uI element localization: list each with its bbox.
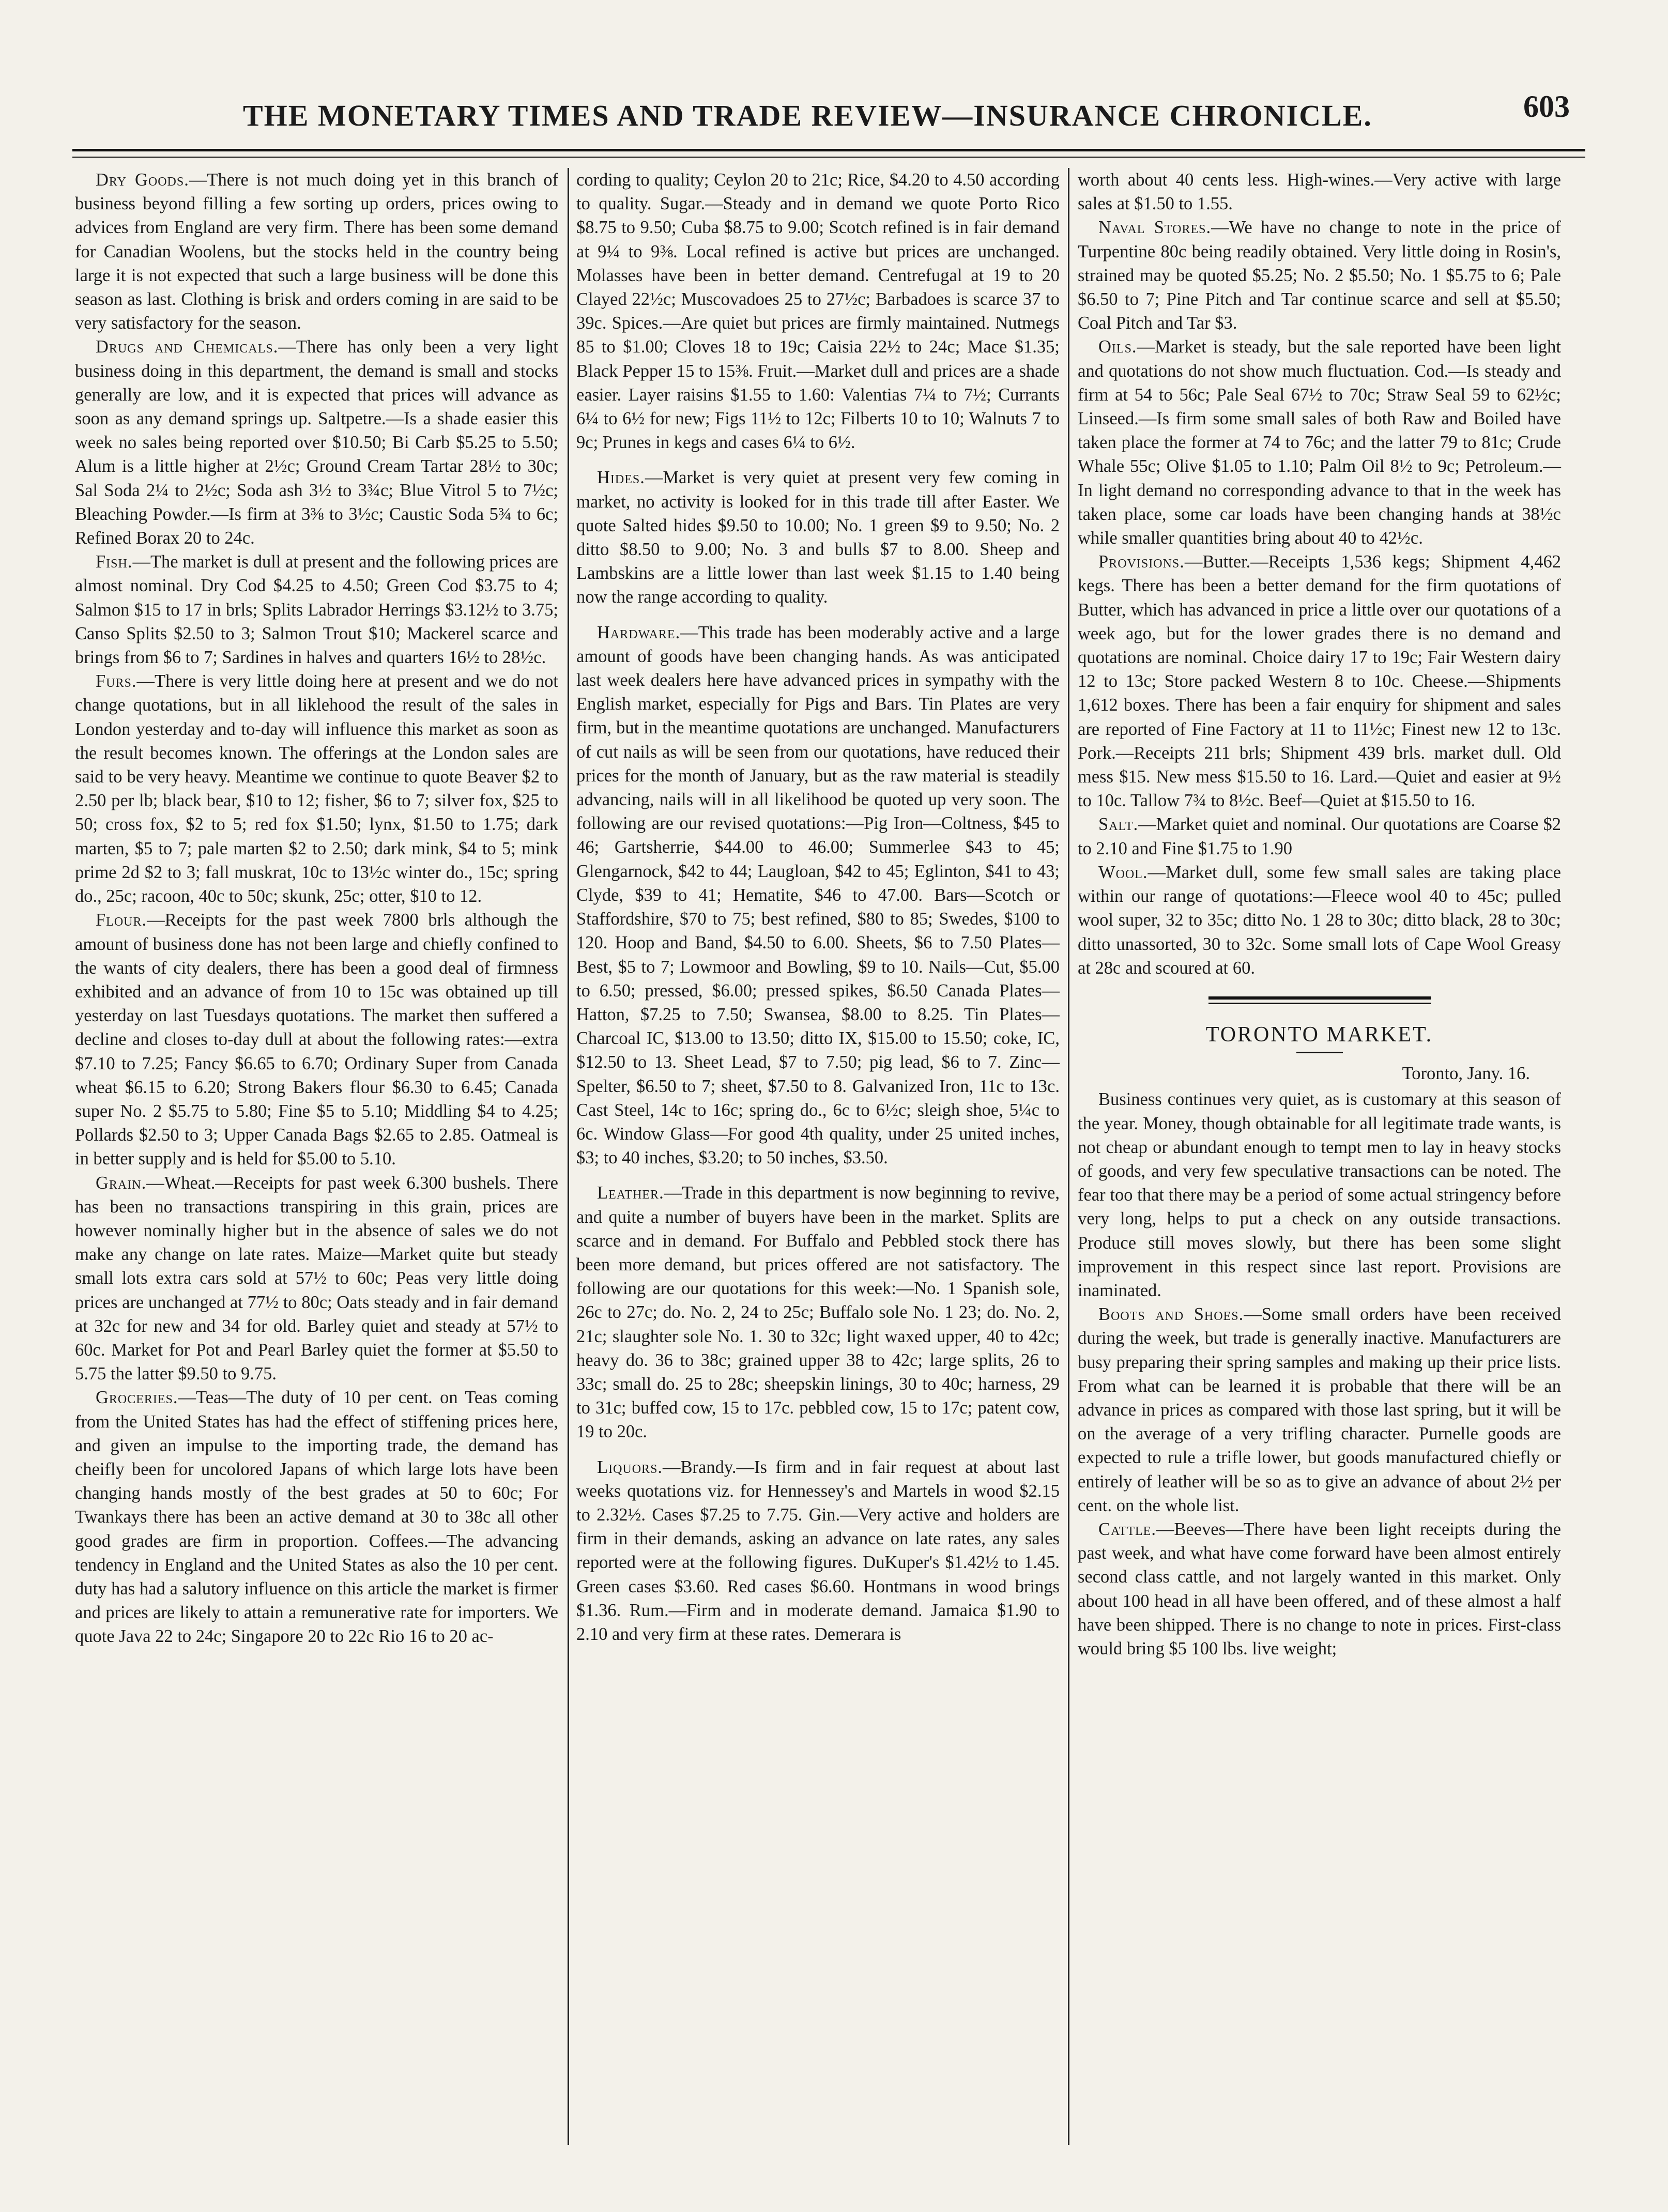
furs-paragraph: Furs.—There is very little doing here at present and we do not change quotations, but in all liklehood the result of the sales in London yesterday and to-day will influence this market as soon as the result becomes known. The offerings at the London sales are said to be very heavy. Meantime we continue to quote Beaver $2 to 2.50 per lb; black bear, $10 to 12; fisher, $6 to 7; silver fox, $25 to 50; cross fox, $2 to 5; red fox $1.50; lynx, $1.50 to 1.75; dark marten, $5 to 7; pale marten $2 to 2.50; dark mink, $4 to 5; mink prime 2d $2 to 3; fall muskrat, 10c to 13½c winter do., 15c; spring do., 25c; racoon, 40c to 50c; skunk, 25c; otter, $10 to 12. <box>75 671 558 907</box>
cattle-paragraph: Cattle.—Beeves—There have been light receipts during the past week, and what have come forward have been almost entirely second class cattle, and not largely wanted in this market. Only about 100 head in all have been offered, and of these almost a half have been shipped. There is no change to note in prices. First-class would bring $5 100 lbs. live weight; <box>1078 1519 1561 1658</box>
drugs-paragraph: Drugs and Chemicals.—There has only been a very light business doing in this department, the demand is small and stocks generally are low, and it is expected that prices will advance as soon as any demand springs up. Saltpetre.—Is a shade easier this week no sales being reported over $10.50; Bi Carb $5.25 to 5.50; Alum is a little higher at 2½c; Ground Cream Tartar 28½ to 30c; Sal Soda 2¼ to 2½c; Soda ash 3½ to 3¾c; Blue Vitrol 5 to 7½c; Bleaching Powder.—Is firm at 3⅜ to 3½c; Caustic Soda 5¾ to 6c; Refined Borax 20 to 24c. <box>75 337 558 548</box>
dry-goods-paragraph: Dry Goods.—There is not much doing yet in this branch of business beyond filling a few sorting up orders, prices owing to advices from England are very firm. There has been some demand for Canadian Woolens, but the stocks held in the country being large it is not expected that such a large business will be done this season as last. Clothing is brisk and orders coming in are said to be very satisfactory for the season. <box>75 170 558 333</box>
hides-paragraph: Hides.—Market is very quiet at present very few coming in market, no activity is looked for in this trade till after Easter. We quote Salted hides $9.50 to 10.00; No. 1 green $9 to 9.50; No. 2 ditto $8.50 to 9.00; No. 3 and bulls $7 to 8.00. Sheep and Lambskins are a little lower than last week $1.15 to 1.40 being now the range according to quality. <box>576 468 1060 607</box>
column-rule-1 <box>568 168 569 2145</box>
section-heading: Salt. <box>1098 815 1139 835</box>
page-header <box>72 83 1575 140</box>
section-divider <box>1208 996 1431 1004</box>
title-rule <box>1296 1052 1343 1053</box>
section-heading: Grain. <box>96 1173 147 1193</box>
section-heading: Leather. <box>597 1183 664 1203</box>
masthead: THE MONETARY TIMES AND TRADE REVIEW—INSURANCE CHRONICLE. <box>243 99 1372 132</box>
header-rule <box>72 149 1585 158</box>
section-heading: Oils. <box>1098 337 1137 357</box>
section-heading: Hides. <box>597 468 645 488</box>
flour-paragraph: Flour.—Receipts for the past week 7800 brls although the amount of business done has not been large and chiefly confined to the wants of city dealers, there has been a good deal of firmness exhibited and an advance of from 10 to 15c was obtained up till yesterday on last Tuesdays quotations. The market then suffered a decline and closes to-day dull at about the following rates:—extra $7.10 to 7.25; Fancy $6.65 to 6.70; Ordinary Super from Canada wheat $6.15 to 6.20; Strong Bakers flour $6.30 to 6.45; Canada super No. 2 $5.75 to 5.80; Fine $5 to 5.10; Middling $4 to 4.25; Pollards $2.50 to 3; Upper Canada Bags $2.65 to 2.85. Oatmeal is in better supply and is held for $5.00 to 5.10. <box>75 910 558 1169</box>
toronto-intro-paragraph: Business continues very quiet, as is customary at this season of the year. Money, though obtainable for all legitimate trade wants, is not cheap or abundant enough to tempt men to lay in heavy stocks of goods, and very few speculative transactions can be noted. The fear too that there may be a period of some actual stringency before very long, helps to put a check on any outside transactions. Produce still moves slowly, but there has been some slight improvement in this respect since last report. Provisions are inaminated. <box>1078 1089 1561 1300</box>
section-heading: Furs. <box>96 671 137 692</box>
section-heading: Cattle. <box>1098 1519 1156 1539</box>
column-2 <box>576 168 1060 1646</box>
section-heading: Boots and Shoes. <box>1098 1304 1244 1325</box>
column-3 <box>1078 168 1561 1661</box>
section-heading: Liquors. <box>597 1457 663 1477</box>
dateline: Toronto, Jany. 16. <box>1402 1064 1530 1084</box>
hardware-paragraph: Hardware.—This trade has been moderably active and a large amount of goods have been changing hands. As was anticipated last week dealers here have advanced prices in sympathy with the English market, especially for Pigs and Bars. Tin Plates are very firm, but in the meantime quotations are unchanged. Manufacturers of cut nails as will be seen from our quotations, have reduced their prices for the month of January, but as the raw material is steadily advancing, nails will in all likelihood be quoted up very soon. The following are our revised quotations:—Pig Iron—Coltness, $45 to 46; Gartsherrie, $44.00 to 46.00; Summerlee $43 to 45; Glengarnock, $42 to 44; Laugloan, $42 to 45; Eglinton, $41 to 43; Clyde, $39 to 41; Hematite, $46 to 47.00. Bars—Scotch or Staffordshire, $70 to 75; best refined, $80 to 85; Swedes, $100 to 120. Hoop and Band, $4.50 to 6.00. Sheets, $6 to 7.50 Plates—Best, $5 to 7; Lowmoor and Bowling, $9 to 10. Nails—Cut, $5.00 to 6.50; pressed, $6.00; pressed spikes, $6.50 Canada Plates—Hatton, $7.25 to 7.50; Swansea, $8.00 to 8.25. Tin Plates—Charcoal IC, $13.00 to 13.50; ditto IX, $15.00 to 15.50; coke, IC, $12.50 to 13. Sheet Lead, $7 to 7.50; pig lead, $6 to 7. Zinc—Spelter, $6.50 to 7; sheet, $7.50 to 8. Galvanized Iron, 11c to 13c. Cast Steel, 14c to 16c; spring do., 6c to 6½c; sleigh shoe, 5¼c to 6c. Window Glass—For good 4th quality, under 25 united inches, $3; to 40 inches, $3.20; to 50 inches, $3.50. <box>576 622 1060 1168</box>
section-heading: Naval Stores. <box>1098 218 1212 238</box>
fish-paragraph: Fish.—The market is dull at present and the following prices are almost nominal. Dry Cod $4.25 to 4.50; Green Cod $3.75 to 4; Salmon $15 to 17 in brls; Splits Labrador Herrings $3.12½ to 3.75; Canso Splits $2.50 to 3; Salmon Trout $10; Mackerel scarce and brings from $6 to 7; Sardines in halves and quarters 16½ to 28½c. <box>75 552 558 668</box>
column-1 <box>75 168 558 1649</box>
oils-paragraph: Oils.—Market is steady, but the sale reported have been light and quotations do not show much fluctuation. Cod.—Is steady and firm at 54 to 56c; Pale Seal 67½ to 70c; Straw Seal 59 to 62½c; Linseed.—Is firm some small sales of both Raw and Boiled have taken place the former at 74 to 76c; and the latter 79 to 81c; Crude Whale 55c; Olive $1.05 to 1.10; Palm Oil 8½ to 9c; Petroleum.—In light demand no corresponding advance to that in the week has taken place, some car loads have been changing hands at 38½c while smaller quantities bring about 40 to 42½c. <box>1078 337 1561 548</box>
section-heading: Wool. <box>1098 862 1148 882</box>
salt-paragraph: Salt.—Market quiet and nominal. Our quotations are Coarse $2 to 2.10 and Fine $1.75 to 1.90 <box>1078 815 1561 858</box>
liquors-continued-paragraph: worth about 40 cents less. High-wines.—Very active with large sales at $1.50 to 1.55. <box>1078 170 1561 214</box>
section-heading: Groceries. <box>96 1388 178 1408</box>
grain-paragraph: Grain.—Wheat.—Receipts for past week 6.300 bushels. There has been no transactions transpiring in this grain, prices are however nominally higher but in the absence of sales we do not make any change on late rates. Maize—Market quite but steady small lots extra cars sold at 57½ to 60c; Peas very little doing prices are unchanged at 77½ to 80c; Oats steady and in fair demand at 32c for new and 34 for old. Barley quiet and steady at 57½ to 60c. Market for Pot and Pearl Barley quiet the former at $5.50 to 5.75 the latter $9.50 to 9.75. <box>75 1173 558 1384</box>
leather-paragraph: Leather.—Trade in this department is now beginning to revive, and quite a number of buyers have been in the market. Splits are scarce and in demand. For Buffalo and Pebbled stock there has been more demand, but prices offered are not satisfactory. The following are our quotations for this week:—No. 1 Spanish sole, 26c to 27c; do. No. 2, 24 to 25c; Buffalo sole No. 1 23; do. No. 2, 21c; slaughter sole No. 1. 30 to 32c; light waxed upper, 40 to 42c; heavy do. 36 to 38c; grained upper 38 to 42c; large splits, 26 to 33c; small do. 25 to 28c; sheepskin linings, 30 to 40c; harness, 29 to 31c; buffed cow, 15 to 17c. pebbled cow, 15 to 17c; patent cow, 19 to 20c. <box>576 1183 1060 1442</box>
groceries-continued-paragraph: cording to quality; Ceylon 20 to 21c; Rice, $4.20 to 4.50 according to quality. Sugar.—Steady and in demand we quote Porto Rico $8.75 to 9.50; Cuba $8.75 to 9.00; Scotch refined is in fair demand at 9¼ to 9⅜. Local refined is active but prices are unchanged. Molasses have been in better demand. Centrefugal at 19 to 20 Clayed 22½c; Muscovadoes 25 to 27½c; Barbadoes is scarce 37 to 39c. Spices.—Are quiet but prices are firmly maintained. Nutmegs 85 to $1.00; Cloves 18 to 19c; Caisia 22½ to 24c; Mace $1.35; Black Pepper 15 to 15⅜. Fruit.—Market dull and prices are a shade easier. Layer raisins $1.55 to 1.60: Valentias 7¼ to 7½; Currants 6¼ to 6½ for new; Figs 11½ to 12c; Filberts 10 to 10; Walnuts 7 to 9c; Prunes in kegs and cases 6¼ to 6½. <box>576 170 1060 453</box>
section-heading: Fish. <box>96 552 133 572</box>
liquors-paragraph: Liquors.—Brandy.—Is firm and in fair request at about last weeks quotations viz. for Hennessey's and Martels in wood $2.15 to 2.32½. Cases $7.25 to 7.75. Gin.—Very active and holders are firm in their demands, asking an advance on late rates, any sales reported were at the following figures. DuKuper's $1.42½ to 1.45. Green cases $3.60. Red cases $6.60. Hontmans in wood brings $1.36. Rum.—Firm and in moderate demand. Jamaica $1.90 to 2.10 and very firm at these rates. Demerara is <box>576 1457 1060 1644</box>
provisions-paragraph: Provisions.—Butter.—Receipts 1,536 kegs; Shipment 4,462 kegs. There has been a better demand for the firm quotations of Butter, which has advanced in price a little over our quotations of a week ago, but for the lower grades there is no demand and quotations are nominal. Choice dairy 17 to 19c; Fair Western dairy 12 to 13c; Store packed Western 8 to 10c. Cheese.—Shipments 1,612 boxes. There has been a fair enquiry for shipment and sales are reported of Fine Factory at 11 to 11½c; Finest new 12 to 13c. Pork.—Receipts 211 brls; Shipment 439 brls. market dull. Old mess $15. New mess $15.50 to 16. Lard.—Quiet and easier at 9½ to 10c. Tallow 7¾ to 8½c. Beef—Quiet at $15.50 to 16. <box>1078 552 1561 811</box>
section-heading: Hardware. <box>597 622 681 642</box>
column-rule-2 <box>1068 168 1069 2145</box>
boots-shoes-paragraph: Boots and Shoes.—Some small orders have been received during the week, but trade is generally inactive. Manufacturers are busy preparing their spring samples and making up their price lists. From what can be learned it is probable that there will be an advance in prices as compared with those last spring, but it will be on the average of a very trifling character. Purnelle goods are expected to rule a trifle lower, but goods manufactured chiefly or entirely of leather will be so as to give an advance of about 2½ per cent. on the whole list. <box>1078 1304 1562 1515</box>
naval-stores-paragraph: Naval Stores.—We have no change to note in the price of Turpentine 80c being readily obtained. Very little doing in Rosin's, strained may be quoted $5.25; No. 2 $5.50; No. 1 $5.75 to 6; Pale $6.50 to 7; Pine Pitch and Tar continue scarce and sell at $5.50; Coal Pitch and Tar $3. <box>1078 218 1561 333</box>
page-number: 603 <box>1523 89 1570 124</box>
wool-paragraph: Wool.—Market dull, some few small sales are taking place within our range of quotations:—Fleece wool 40 to 45c; pulled wool super, 32 to 35c; ditto No. 1 28 to 30c; ditto black, 28 to 30c; ditto unassorted, 30 to 32c. Some small lots of Cape Wool Greasy at 28c and scoured at 60. <box>1078 862 1561 978</box>
section-heading: Flour. <box>96 910 147 930</box>
section-heading: Provisions. <box>1098 552 1185 572</box>
section-heading: Drugs and Chemicals. <box>96 337 279 357</box>
groceries-paragraph: Groceries.—Teas—The duty of 10 per cent. on Teas coming from the United States has had the effect of stiffening prices here, and given an impulse to the importing trade, the demand has cheifly been for uncolored Japans of which large lots have been changing hands mostly of the best grades at 50 to 60c; For Twankays there has been an active demand at 30 to 38c all other good grades are firm in proportion. Coffees.—The advancing tendency in England and the United States as also the 10 per cent. duty has had a salutory influence on this article the market is firmer and prices are likely to attain a remunerative rate for importers. We quote Java 22 to 24c; Singapore 20 to 22c Rio 16 to 20 ac- <box>75 1388 558 1647</box>
section-heading: Dry Goods. <box>96 170 189 190</box>
toronto-market-title: TORONTO MARKET. <box>1205 1022 1433 1047</box>
